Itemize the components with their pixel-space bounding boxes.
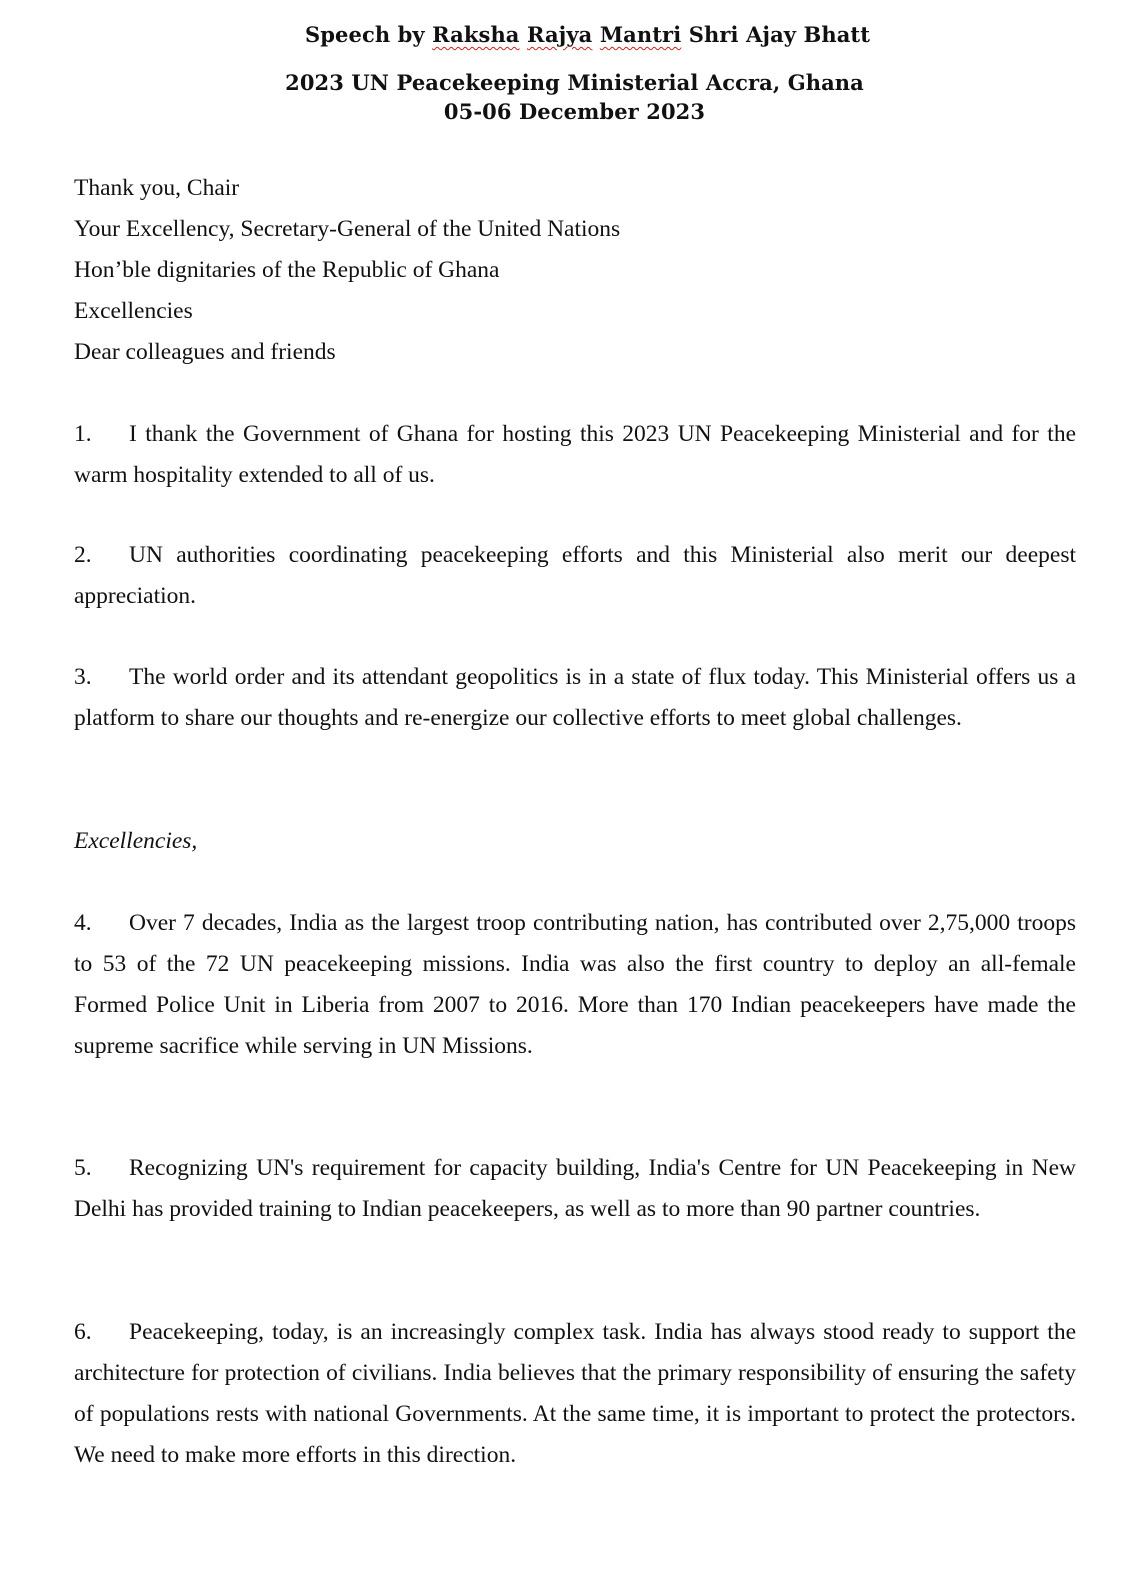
paragraph-4 <box>74 903 1076 1067</box>
salutation-line: Your Excellency, Secretary-General of the United Nations <box>74 216 621 242</box>
salutation-line: Thank you, Chair <box>74 175 240 201</box>
interjection: Excellencies, <box>74 828 198 854</box>
paragraph-text: Recognizing UN's requirement for capacity building, India's Centre for UN Peacekeeping in New Delhi has provided training to Indian peacekeepers, as well as to more than 90 partner countries. <box>74 1155 1076 1222</box>
speech-title <box>18 20 1139 49</box>
paragraph-3 <box>74 657 1076 739</box>
paragraph-text: Peacekeeping, today, is an increasingly complex task. India has always stood ready to support the architecture for protection of civilians. India believes that the primary responsibility of ensuring the safety of populations rests with national Governments. At the same time, it is important to protect the protectors. We need to make more efforts in this direction. <box>74 1319 1076 1468</box>
date-heading: 05-06 December 2023 <box>443 99 706 124</box>
paragraph-number: 1. <box>74 421 92 447</box>
paragraph-text: The world order and its attendant geopolitics is in a state of flux today. This Ministerial offers us a platform to share our thoughts and re-energize our collective efforts to meet global challenges. <box>74 664 1076 731</box>
paragraph-text: Over 7 decades, India as the largest troop contributing nation, has contributed over 2,75,000 troops to 53 of the 72 UN peacekeeping missions. India was also the first country to deploy an all-female Formed Police Unit in Liberia from 2007 to 2016. More than 170 Indian peacekeepers have made the supreme sacrifice while serving in UN Missions. <box>74 910 1076 1059</box>
title-prefix: Speech by <box>304 22 425 47</box>
paragraph-6 <box>74 1312 1076 1476</box>
paragraph-1 <box>74 414 1076 496</box>
spellcheck-flagged-word[interactable]: Raksha <box>432 22 520 47</box>
spellcheck-flagged-word[interactable]: Mantri <box>599 22 682 47</box>
spellcheck-flagged-word[interactable]: Rajya <box>526 22 593 47</box>
paragraph-5 <box>74 1148 1076 1230</box>
paragraph-text: UN authorities coordinating peacekeeping efforts and this Ministerial also merit our deepest appreciation. <box>74 542 1076 609</box>
salutation-line: Excellencies <box>74 298 193 324</box>
paragraph-text: I thank the Government of Ghana for hosting this 2023 UN Peacekeeping Ministerial and for the warm hospitality extended to all of us. <box>74 421 1076 488</box>
title-suffix: Shri Ajay Bhatt <box>688 22 871 47</box>
salutation-line: Hon’ble dignitaries of the Republic of Ghana <box>74 257 500 283</box>
paragraph-number: 5. <box>74 1155 92 1181</box>
paragraph-number: 4. <box>74 910 92 936</box>
paragraph-2 <box>74 535 1076 617</box>
paragraph-number: 3. <box>74 664 92 690</box>
salutations <box>74 168 1076 373</box>
paragraph-number: 6. <box>74 1319 92 1345</box>
salutation-line: Dear colleagues and friends <box>74 339 336 365</box>
event-heading: 2023 UN Peacekeeping Ministerial Accra, Ghana <box>285 70 864 95</box>
paragraph-number: 2. <box>74 542 92 568</box>
